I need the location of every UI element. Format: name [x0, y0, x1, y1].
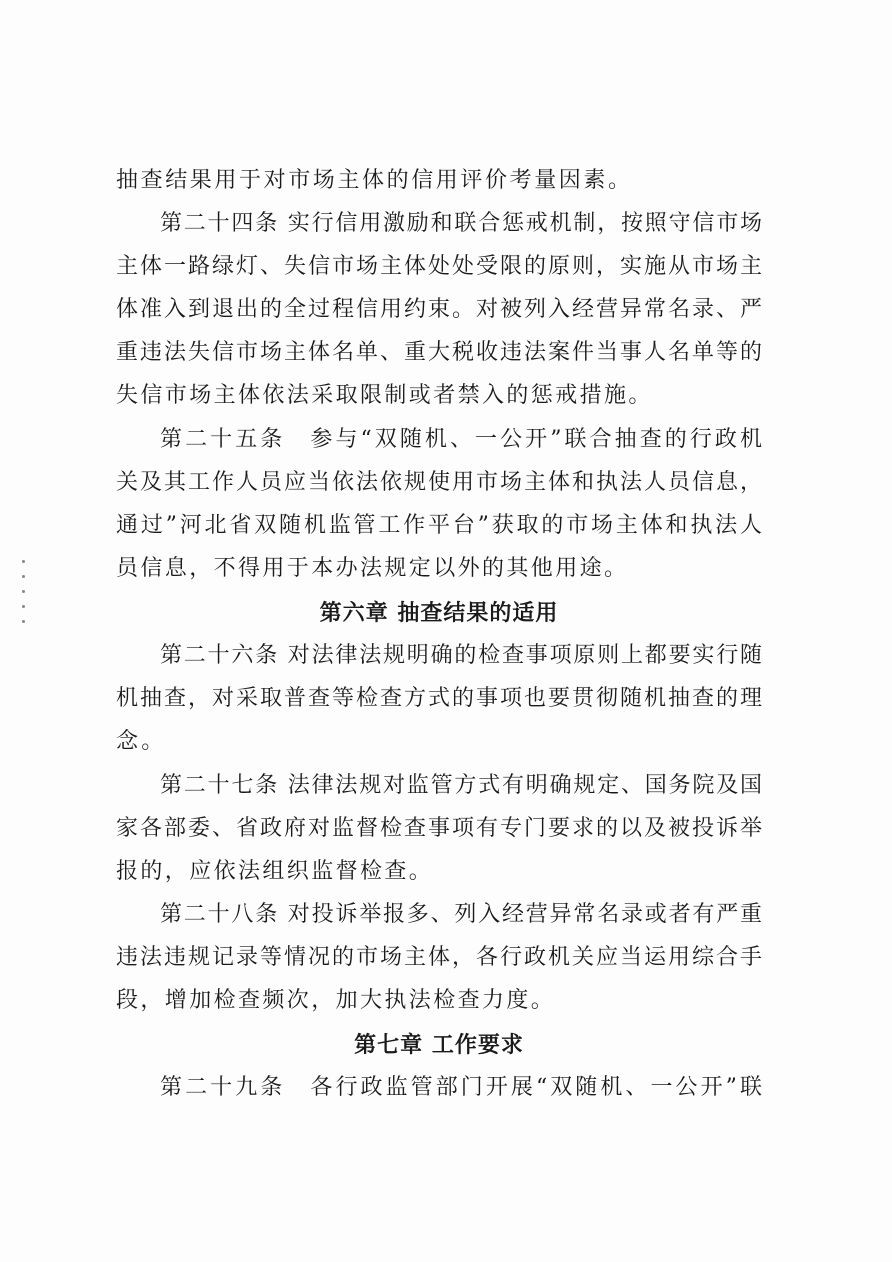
text-line: 家各部委、省政府对监督检查事项有专门要求的以及被投诉举: [116, 816, 762, 841]
text-line: 第二十八条 对投诉举报多、列入经营异常名录或者有严重: [160, 902, 762, 927]
text-line: 主体一路绿灯、失信市场主体处处受限的原则，实施从市场主: [116, 254, 762, 279]
text-line: 报的，应依法组织监督检查。: [116, 859, 434, 884]
text-line: 段，增加检查频次，加大执法检查力度。: [116, 988, 556, 1013]
text-line: 第二十九条 各行政监管部门开展“双随机、一公开”联: [160, 1075, 762, 1100]
text-line: 第二十五条 参与“双随机、一公开”联合抽查的行政机: [160, 427, 762, 452]
text-line: 失信市场主体依法采取限制或者禁入的惩戒措施。: [116, 383, 653, 408]
text-line: 念。: [116, 729, 167, 754]
margin-marks: [22, 560, 26, 640]
text-line: 抽查结果用于对市场主体的信用评价考量因素。: [116, 168, 633, 193]
text-line: 违法违规记录等情况的市场主体，各行政机关应当运用综合手: [116, 945, 762, 970]
text-line: 第二十六条 对法律法规明确的检查事项原则上都要实行随: [160, 643, 762, 668]
text-line: 重违法失信市场主体名单、重大税收违法案件当事人名单等的: [116, 340, 762, 365]
text-line: 体准入到退出的全过程信用约束。对被列入经营异常名录、严: [116, 297, 762, 322]
text-line: 关及其工作人员应当依法依规使用市场主体和执法人员信息，: [116, 470, 762, 495]
chapter-heading: 第七章 工作要求: [354, 1032, 524, 1058]
text-line: 第二十七条 法律法规对监管方式有明确规定、国务院及国: [160, 773, 762, 798]
text-line: 员信息，不得用于本办法规定以外的其他用途。: [116, 556, 629, 581]
chapter-heading: 第六章 抽查结果的适用: [319, 600, 559, 626]
text-line: 第二十四条 实行信用激励和联合惩戒机制，按照守信市场: [160, 211, 762, 236]
text-line: 通过”河北省双随机监管工作平台”获取的市场主体和执法人: [116, 513, 762, 538]
text-line: 机抽查，对采取普查等检查方式的事项也要贯彻随机抽查的理: [116, 686, 762, 711]
